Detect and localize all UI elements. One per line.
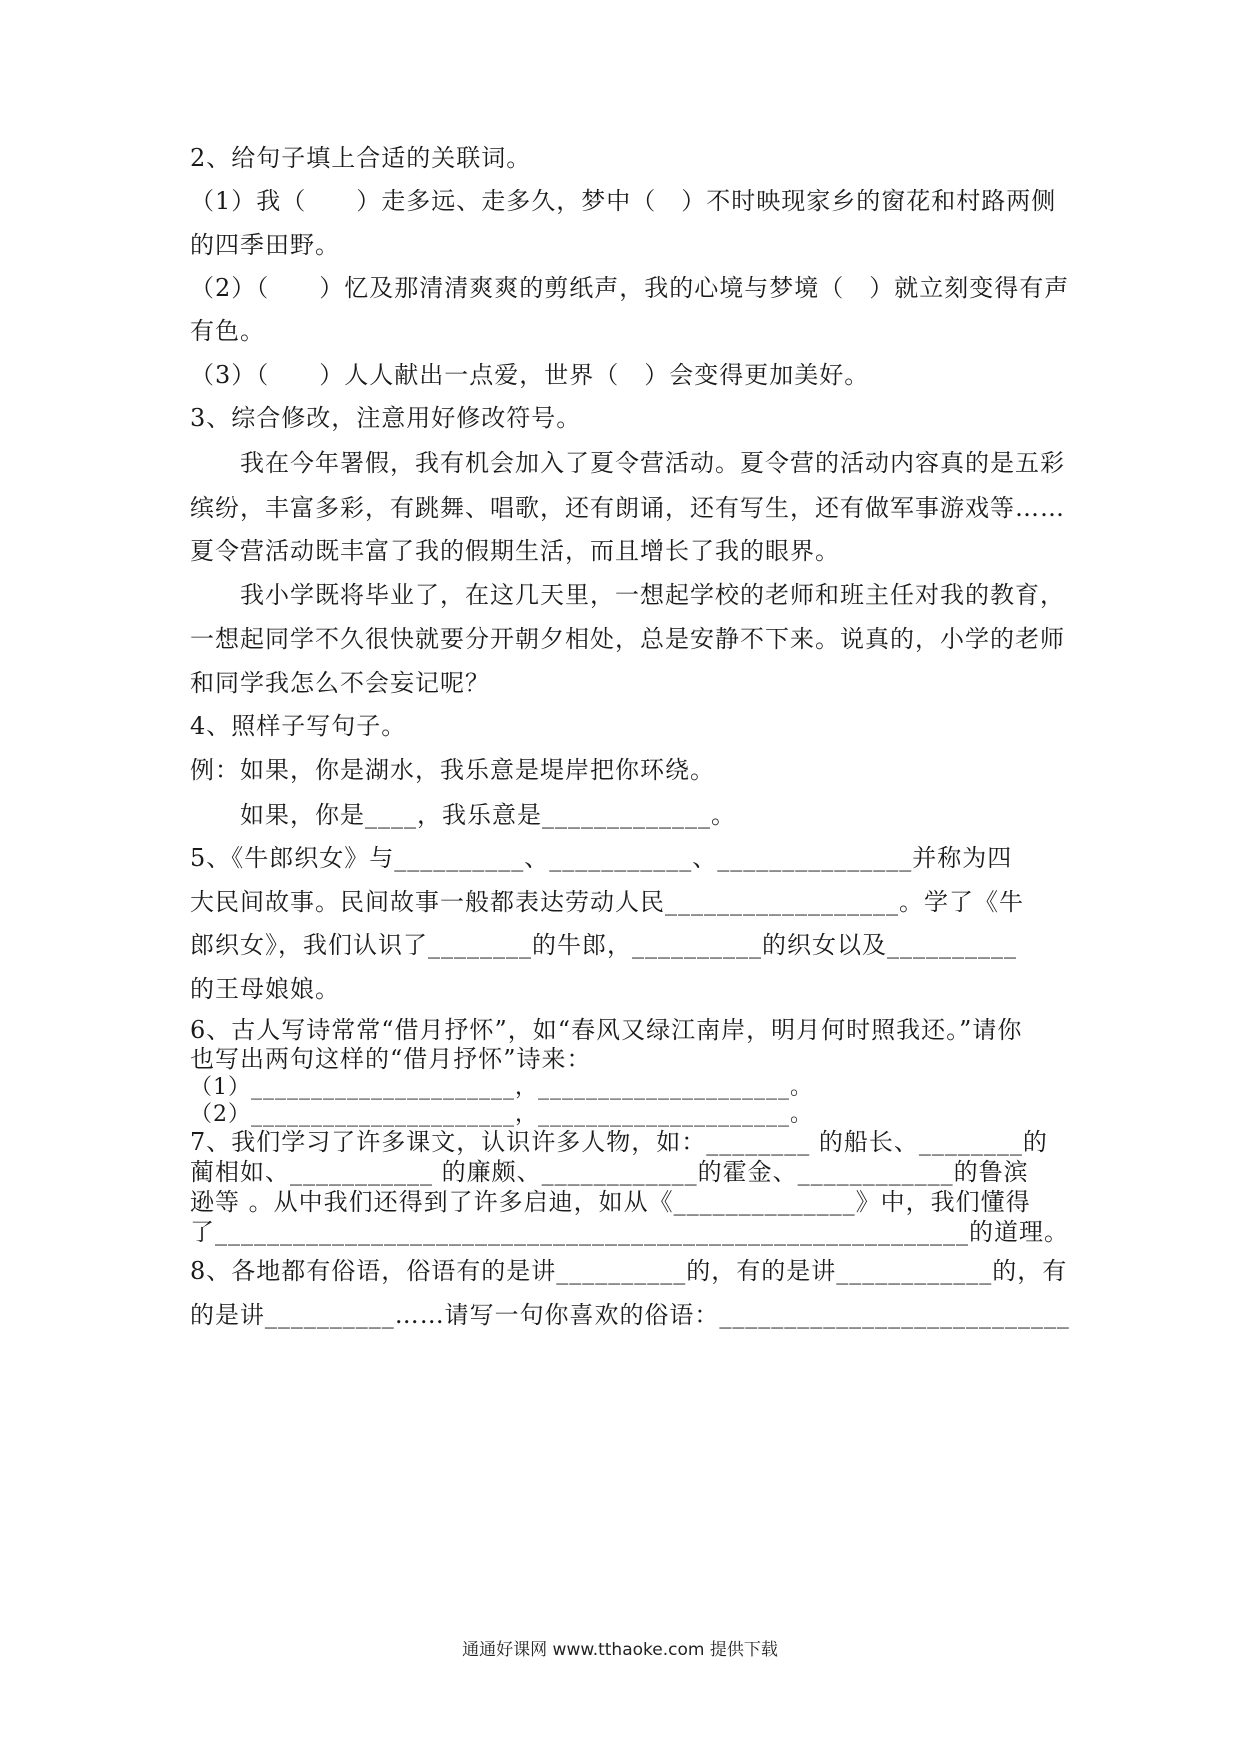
q5-line-2: 大民间故事。民间故事一般都表达劳动人民__________________。学了《牛: [190, 888, 1024, 916]
q2-sentence-2-cont: 有色。: [190, 317, 265, 345]
q3-paragraph-1-line-2: 缤纷，丰富多彩，有跳舞、唱歌，还有朗诵，还有写生，还有做军事游戏等……: [190, 494, 1065, 522]
q4-example: 例：如果，你是湖水，我乐意是堤岸把你环绕。: [190, 756, 715, 784]
q7-line-4: 了__________________________________________________________的道理。: [190, 1218, 1069, 1246]
q3-paragraph-2-line-3: 和同学我怎么不会妄记呢？: [190, 669, 490, 697]
q7-line-2: 蔺相如、___________ 的廉颇、____________的霍金、____________的鲁滨: [190, 1158, 1029, 1186]
q3-title: 3、综合修改，注意用好修改符号。: [190, 404, 582, 432]
q3-paragraph-2-line-1: 我小学既将毕业了，在这几天里，一想起学校的老师和班主任对我的教育，: [190, 581, 1065, 609]
q4-fill-line: 如果，你是____，我乐意是_____________。: [190, 801, 736, 829]
download-footer: 通通好课网 www.tthaoke.com 提供下载: [462, 1640, 778, 1660]
q3-paragraph-1-line-1: 我在今年署假，我有机会加入了夏令营活动。夏令营的活动内容真的是五彩: [190, 449, 1065, 477]
q7-line-3: 逊等 。从中我们还得到了许多启迪，如从《______________》中，我们懂得: [190, 1188, 1031, 1216]
q8-line-2: 的是讲__________……请写一句你喜欢的俗语：___________________________: [190, 1301, 1070, 1329]
q2-title: 2、给句子填上合适的关联词。: [190, 144, 532, 172]
q3-paragraph-1-line-3: 夏令营活动既丰富了我的假期生活，而且增长了我的眼界。: [190, 537, 840, 565]
q7-line-1: 7、我们学习了许多课文，认识许多人物，如：________ 的船长、________的: [190, 1128, 1048, 1156]
q2-sentence-1-cont: 的四季田野。: [190, 231, 340, 259]
q6-answer-2: （2）______________________，_____________________。: [190, 1102, 813, 1127]
q3-paragraph-2-line-2: 一想起同学不久很快就要分开朝夕相处，总是安静不下来。说真的，小学的老师: [190, 625, 1065, 653]
q8-line-1: 8、各地都有俗语，俗语有的是讲__________的，有的是讲____________的，有: [190, 1257, 1068, 1285]
q5-line-3: 郎织女》，我们认识了________的牛郎，__________的织女以及__________: [190, 931, 1017, 959]
q6-answer-1: （1）______________________，_____________________。: [190, 1075, 813, 1100]
q6-line-1: 6、古人写诗常常“借月抒怀”，如“春风又绿江南岸，明月何时照我还。”请你: [190, 1016, 1023, 1044]
q2-sentence-2: （2）（ ）忆及那清清爽爽的剪纸声，我的心境与梦境（ ）就立刻变得有声: [190, 274, 1070, 302]
q6-line-2: 也写出两句这样的“借月抒怀”诗来：: [190, 1045, 592, 1073]
q5-line-1: 5、《牛郎织女》与__________、___________、_______________并称为四: [190, 844, 1013, 872]
q5-line-4: 的王母娘娘。: [190, 975, 340, 1003]
q4-title: 4、照样子写句子。: [190, 712, 407, 740]
q2-sentence-1: （1）我（ ）走多远、走多久，梦中（ ）不时映现家乡的窗花和村路两侧: [190, 187, 1057, 215]
q2-sentence-3: （3）（ ）人人献出一点爱，世界（ ）会变得更加美好。: [190, 361, 870, 389]
